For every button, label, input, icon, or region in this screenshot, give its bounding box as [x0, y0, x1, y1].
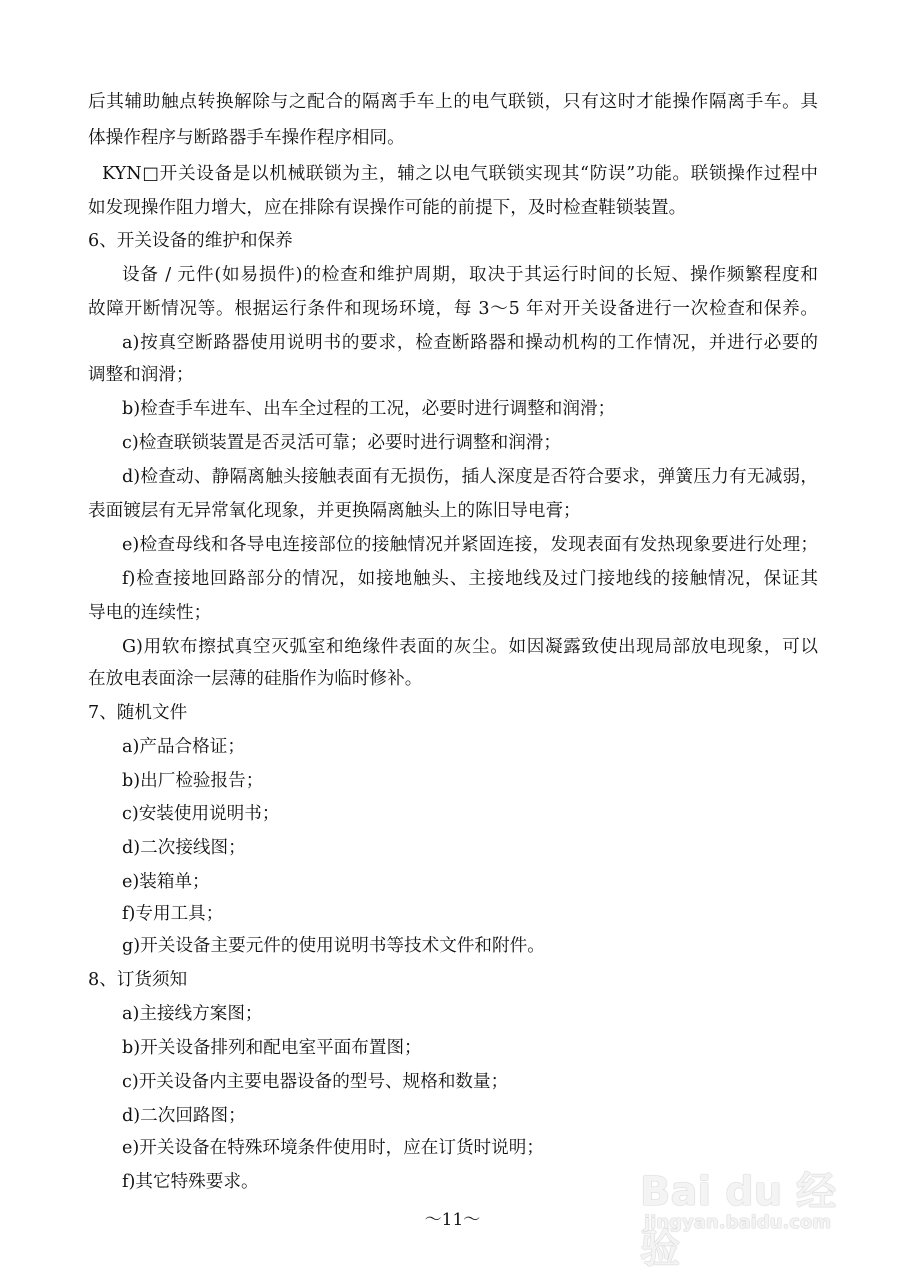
text-line: 故障开断情况等。根据运行条件和现场环境，每 3～5 年对开关设备进行一次检查和保养。 — [88, 299, 818, 319]
text-line: 导电的连续性； — [88, 603, 212, 623]
list-item: b)开关设备排列和配电室平面布置图； — [122, 1038, 422, 1058]
list-item: e)开关设备在特殊环境条件使用时，应在订货时说明； — [122, 1138, 544, 1158]
section-heading: 8、订货须知 — [88, 970, 188, 990]
section-heading: 6、开关设备的维护和保养 — [88, 231, 293, 251]
text-line: 设备 / 元件(如易损件)的检查和维护周期，取决于其运行时间的长短、操作频繁程度和 — [122, 265, 818, 285]
list-item: f)检查接地回路部分的情况，如接地触头、主接地线及过门接地线的接触情况，保证其 — [122, 569, 818, 589]
list-item: b)检查手车进车、出车全过程的工况，必要时进行调整和润滑； — [122, 399, 616, 419]
text-line: 体操作程序与断路器手车操作程序相同。 — [88, 128, 405, 148]
list-item: a)产品合格证； — [122, 737, 245, 757]
list-item: c)开关设备内主要电器设备的型号、规格和数量； — [122, 1072, 509, 1092]
list-item: G)用软布擦拭真空灭弧室和绝缘件表面的灰尘。如因凝露致使出现局部放电现象，可以 — [122, 637, 818, 657]
list-item: b)出厂检验报告； — [122, 771, 264, 791]
list-item: g)开关设备主要元件的使用说明书等技术文件和附件。 — [122, 936, 545, 956]
text-line: 如发现操作阻力增大，应在排除有误操作可能的前提下，及时检查鞋锁装置。 — [88, 198, 687, 218]
text-line: 后其辅助触点转换解除与之配合的隔离手车上的电气联锁，只有这时才能操作隔离手车。具 — [88, 92, 818, 112]
list-item: f)专用工具； — [122, 904, 224, 924]
list-item: a)按真空断路器使用说明书的要求，检查断路器和操动机构的工作情况，并进行必要的 — [122, 333, 818, 353]
section-heading: 7、随机文件 — [88, 703, 188, 723]
baidu-watermark-logo: Bai du 经验 jingyan.baidu.com — [640, 1169, 837, 1272]
list-item: a)主接线方案图； — [122, 1004, 263, 1024]
page-number: ～11～ — [424, 1210, 481, 1230]
text-line: 表面镀层有无异常氧化现象，并更换隔离触头上的陈旧导电膏； — [88, 501, 581, 521]
list-item: e)装箱单； — [122, 872, 210, 892]
list-item: c)安装使用说明书； — [122, 804, 280, 824]
text-line: 调整和润滑； — [88, 365, 194, 385]
list-item: e)检查母线和各导电连接部位的接触情况并紧固连接，发现表面有发热现象要进行处理； — [122, 535, 818, 555]
list-item: d)二次接线图； — [122, 838, 246, 858]
list-item: d)二次回路图； — [122, 1106, 246, 1126]
list-item: c)检查联锁装置是否灵活可靠；必要时进行调整和润滑； — [122, 433, 561, 453]
text-line: 在放电表面涂一层薄的硅脂作为临时修补。 — [88, 669, 423, 689]
text-line: KYN□开关设备是以机械联锁为主，辅之以电气联锁实现其“防误”功能。联锁操作过程中 — [102, 164, 818, 184]
list-item: f)其它特殊要求。 — [122, 1172, 259, 1192]
list-item: d)检查动、静隔离触头接触表面有无损伤，插人深度是否符合要求，弹簧压力有无减弱， — [122, 467, 818, 487]
